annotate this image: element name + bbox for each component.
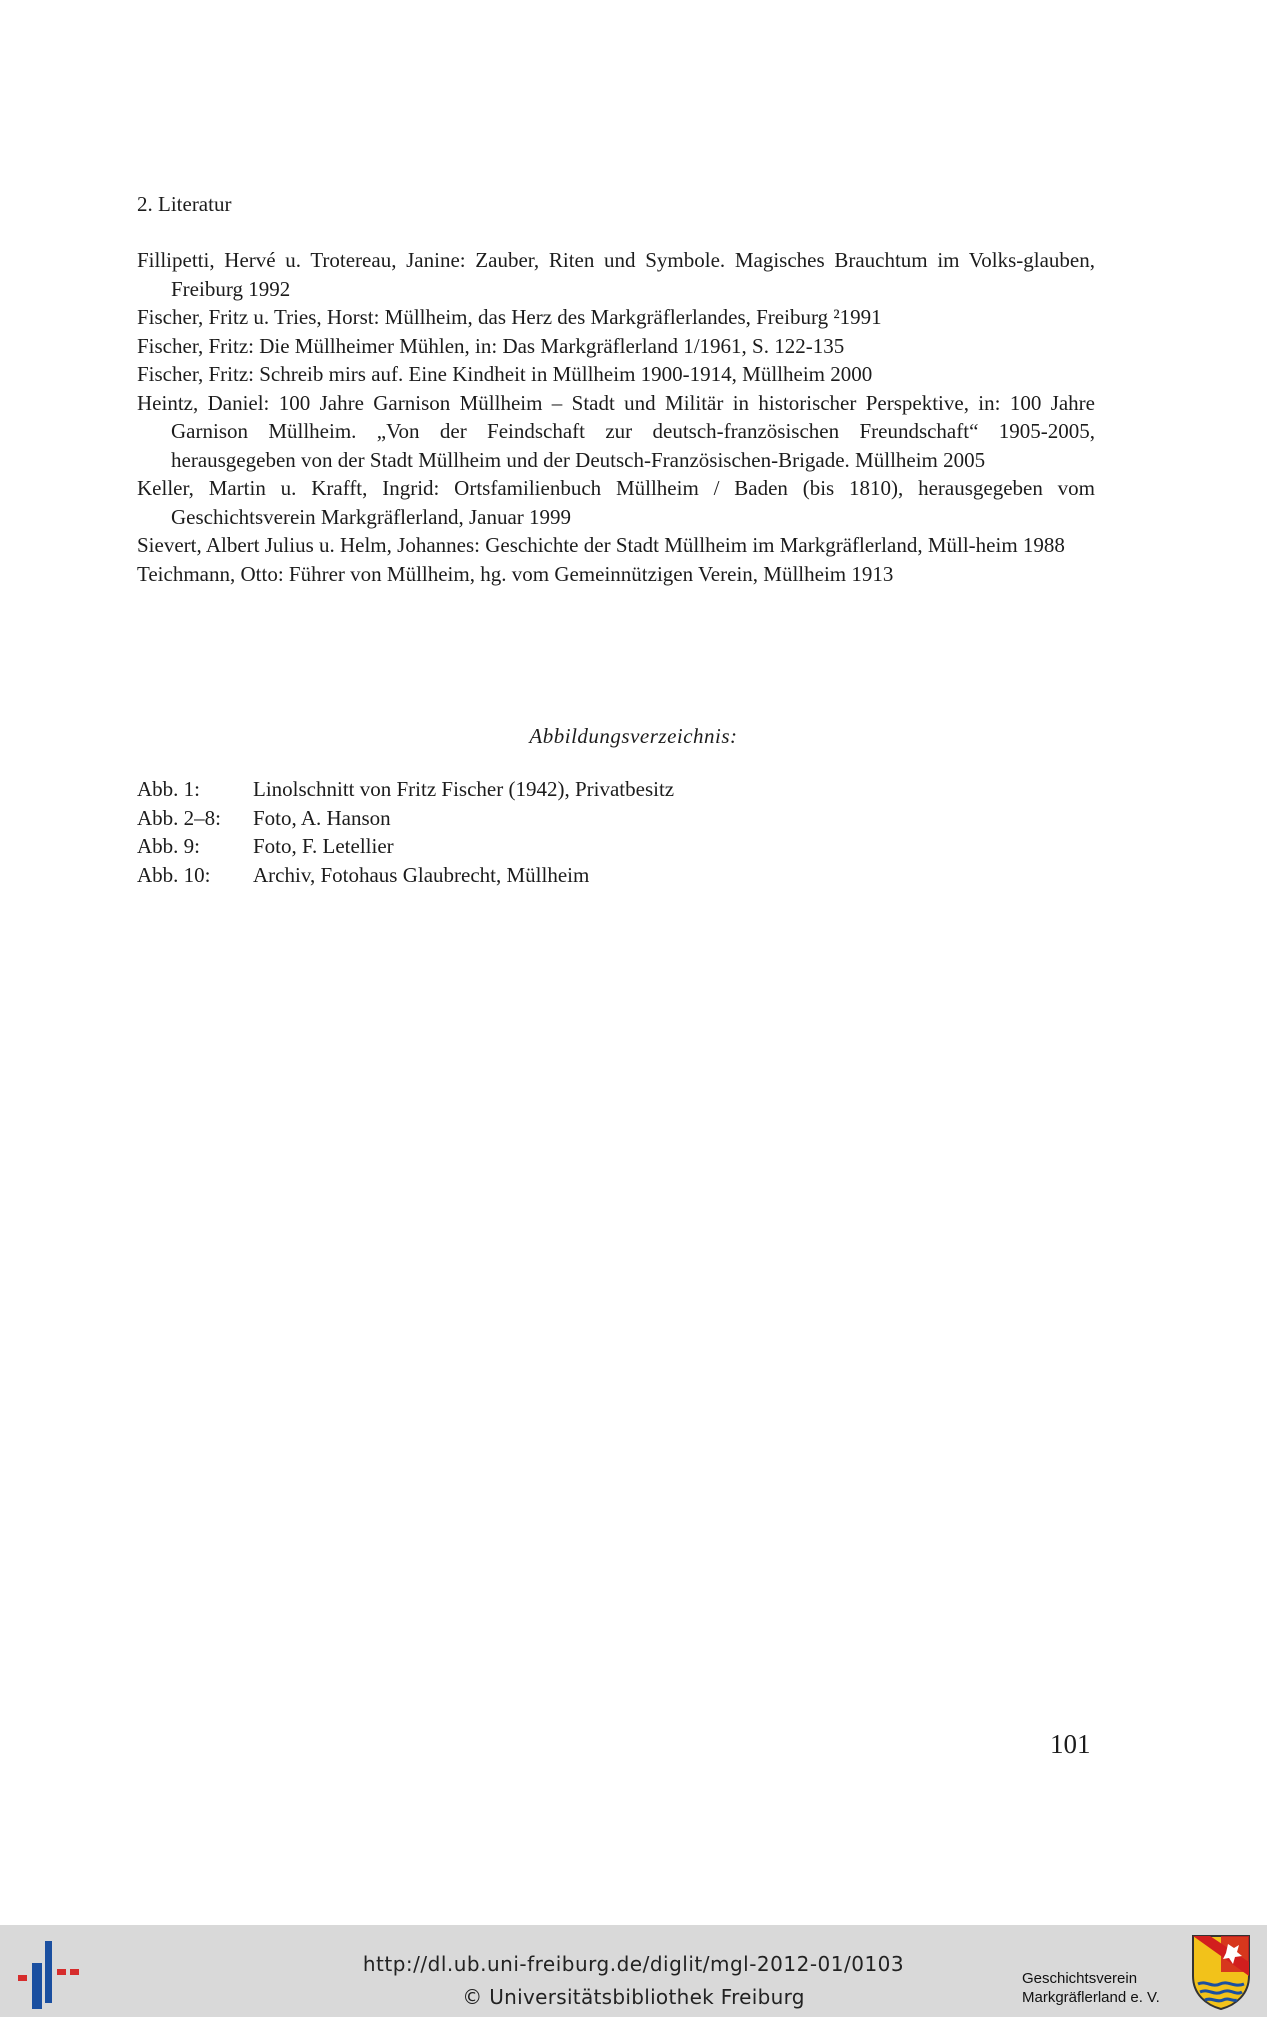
figure-label: Abb. 1: (137, 777, 200, 801)
reference-entry: Fillipetti, Hervé u. Trotereau, Janine: Zauber, Riten und Symbole. Magisches Brauchtum im Volks-glauben, Freiburg 1992 (137, 248, 1095, 301)
society-name-line: Geschichtsverein (1022, 1970, 1138, 1987)
figures-list (137, 775, 674, 889)
figure-label: Abb. 2–8: (137, 805, 221, 830)
figure-source: Foto, F. Letellier (253, 834, 394, 858)
society-name-line: Markgräflerland e. V. (1022, 1989, 1160, 2006)
figure-entry (137, 832, 674, 861)
figure-source: Foto, A. Hanson (253, 805, 391, 830)
reference-entry: Sievert, Albert Julius u. Helm, Johannes: Geschichte der Stadt Müllheim im Markgräflerland, Müll-heim 1988 (137, 533, 1065, 557)
figures-heading: Abbildungsverzeichnis: (529, 724, 738, 748)
markgraeflerland-crest-icon[interactable] (1190, 1932, 1252, 2012)
figure-label: Abb. 9: (137, 834, 200, 858)
figure-entry (137, 861, 674, 890)
footer-bar (0, 1925, 1267, 2017)
section-heading: 2. Literatur (137, 192, 232, 216)
figure-entry (137, 775, 674, 804)
reference-entry: Fischer, Fritz: Die Müllheimer Mühlen, in: Das Markgräflerland 1/1961, S. 122-135 (137, 333, 845, 358)
reference-entry: Fischer, Fritz u. Tries, Horst: Müllheim, das Herz des Markgräflerlandes, Freiburg ²1991 (137, 305, 882, 329)
reference-entry: Fischer, Fritz: Schreib mirs auf. Eine Kindheit in Müllheim 1900-1914, Müllheim 2000 (137, 362, 873, 386)
figure-source: Archiv, Fotohaus Glaubrecht, Müllheim (253, 862, 590, 887)
source-url-link[interactable]: http://dl.ub.uni-freiburg.de/diglit/mgl-2012-01/0103 (362, 1952, 905, 1976)
page-number: 101 (1050, 1729, 1091, 1759)
society-name (1022, 1969, 1160, 2007)
reference-entry: Keller, Martin u. Krafft, Ingrid: Ortsfamilienbuch Müllheim / Baden (bis 1810), herausgegeben vom Geschichtsverein Markgräflerland, Januar 1999 (137, 476, 1095, 529)
figure-entry (137, 804, 674, 833)
reference-list (137, 246, 1095, 588)
reference-entry: Teichmann, Otto: Führer von Müllheim, hg. vom Gemeinnützigen Verein, Müllheim 1913 (137, 561, 894, 586)
reference-entry: Heintz, Daniel: 100 Jahre Garnison Müllheim – Stadt und Militär in historischer Perspektive, in: 100 Jahre Garnison Müllheim. „Von der Feindschaft zur deutsch-französischen Freundschaft“ 1905-2005, herausgegeben von der Stadt Müllheim und der Deutsch-Französischen-Brigade. Müllheim 2005 (137, 390, 1095, 472)
figure-source: Linolschnitt von Fritz Fischer (1942), Privatbesitz (253, 777, 675, 801)
figure-label: Abb. 10: (137, 862, 211, 887)
copyright-text: © Universitätsbibliothek Freiburg (462, 1985, 805, 2009)
